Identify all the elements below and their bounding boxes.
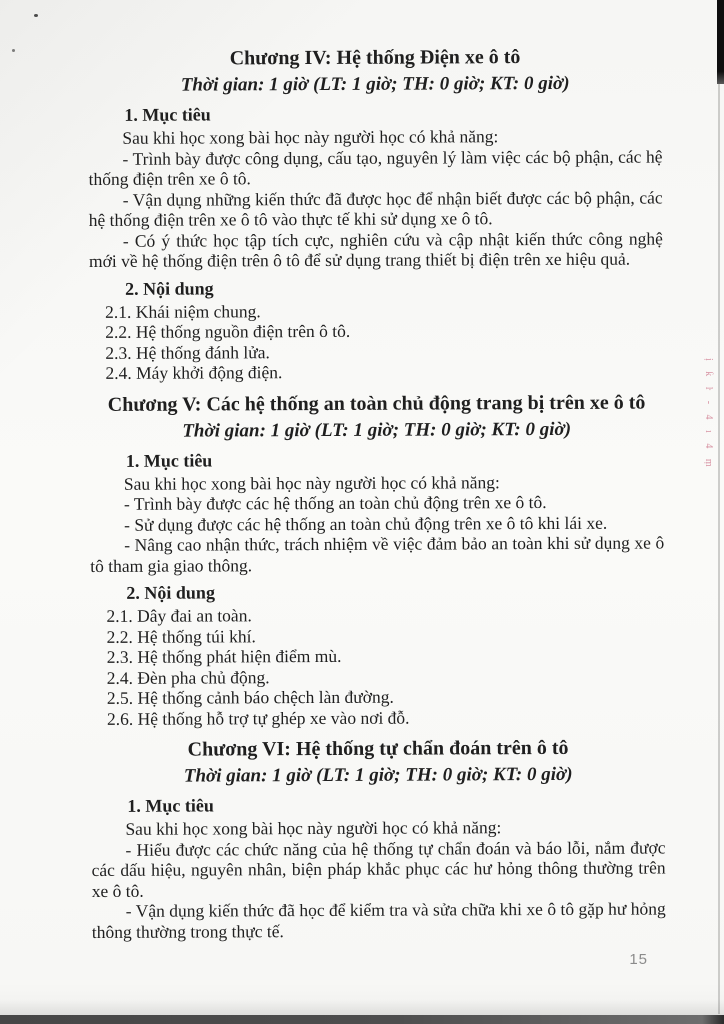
- objective-item: - Nâng cao nhận thức, trách nhiệm về việc đảm bảo an toàn khi sử dụng xe ô tô tham gia giao thông.: [90, 532, 665, 576]
- objective-item: - Trình bày được công dụng, cấu tạo, nguyên lý làm việc các bộ phận, các hệ thống điện trên xe ô tô.: [88, 145, 663, 189]
- page-content: [88, 43, 666, 941]
- chapter-section: [91, 734, 666, 942]
- scan-edge-bottom: [0, 1015, 724, 1024]
- content-heading: 2. Nội dung: [125, 277, 214, 299]
- objective-item: - Hiểu được các chức năng của hệ thống tự chẩn đoán và báo lỗi, nắm được các dấu hiệu, nguyên nhân, biện pháp khắc phục các hư hỏng thông thường trên xe ô tô.: [91, 836, 666, 901]
- page-number: 15: [629, 951, 648, 968]
- content-item: 2.1. Dây đai an toàn.: [106, 605, 252, 626]
- content-list: [105, 299, 663, 383]
- objectives-heading: 1. Mục tiêu: [124, 104, 211, 125]
- chapter-section: [90, 389, 665, 729]
- objective-item: - Sử dụng được các hệ thống an toàn chủ động trên xe ô tô khi lái xe.: [124, 512, 608, 535]
- objective-item: - Vận dụng những kiến thức đã được học để nhận biết được các bộ phận, các hệ thống điện trên xe ô tô vào thực tế khi sử dụng xe ô tô.: [88, 186, 663, 230]
- time-allocation: Thời gian: 1 giờ (LT: 1 giờ; TH: 0 giờ; KT: 0 giờ): [183, 763, 573, 787]
- content-item: 2.4. Máy khởi động điện.: [105, 362, 283, 383]
- scan-edge-right-line: [718, 84, 720, 1014]
- objectives-intro: Sau khi học xong bài học này người học có khả năng:: [125, 817, 502, 839]
- content-item: 2.3. Hệ thống phát hiện điểm mù.: [106, 645, 342, 667]
- chapter-section: [88, 43, 663, 383]
- content-item: 2.1. Khái niệm chung.: [105, 300, 261, 322]
- content-item: 2.2. Hệ thống túi khí.: [106, 625, 256, 647]
- scan-speck: [12, 49, 15, 52]
- content-heading: 2. Nội dung: [126, 582, 215, 603]
- objectives-heading: 1. Mục tiêu: [125, 449, 213, 471]
- content-list: [106, 603, 665, 728]
- time-allocation: Thời gian: 1 giờ (LT: 1 giờ; TH: 0 giờ; KT: 0 giờ): [180, 72, 570, 96]
- chapter-title: Chương V: Các hệ thống an toàn chủ động trang bị trên xe ô tô: [107, 391, 646, 416]
- scan-edge-top-right: [717, 0, 724, 84]
- chapter-title: Chương VI: Hệ thống tự chẩn đoán trên ô tô: [187, 736, 569, 761]
- objective-item: - Trình bày được các hệ thống an toàn chủ động trên xe ô tô.: [123, 492, 547, 514]
- content-item: 2.3. Hệ thống đánh lửa.: [105, 341, 270, 363]
- chapter-title: Chương IV: Hệ thống Điện xe ô tô: [229, 46, 521, 70]
- scan-bottom-shadow: [0, 999, 724, 1015]
- time-allocation: Thời gian: 1 giờ (LT: 1 giờ; TH: 0 giờ; KT: 0 giờ): [182, 418, 572, 442]
- objectives-intro: Sau khi học xong bài học này người học có khả năng:: [122, 126, 499, 148]
- content-item: 2.6. Hệ thống hỗ trợ tự ghép xe vào nơi đỗ.: [106, 707, 410, 729]
- red-stamp-bleedthrough: ị ƙ ŀ - 4 ı 4 ṃ: [703, 358, 714, 471]
- objective-item: - Vận dụng kiến thức đã học để kiểm tra và sửa chữa khi xe ô tô gặp hư hỏng thông thường trong thực tế.: [91, 898, 666, 942]
- content-item: 2.4. Đèn pha chủ động.: [106, 666, 270, 688]
- content-item: 2.5. Hệ thống cảnh báo chệch làn đường.: [106, 686, 394, 708]
- objective-item: - Có ý thức học tập tích cực, nghiên cứu và cập nhật kiến thức công nghệ mới về hệ thống điện trên ô tô để sử dụng trang thiết bị điện trên xe hiệu quả.: [88, 227, 663, 271]
- scan-speck: [34, 14, 38, 17]
- objectives-intro: Sau khi học xong bài học này người học có khả năng:: [123, 471, 500, 494]
- content-item: 2.2. Hệ thống nguồn điện trên ô tô.: [105, 320, 351, 342]
- objectives-heading: 1. Mục tiêu: [127, 795, 214, 816]
